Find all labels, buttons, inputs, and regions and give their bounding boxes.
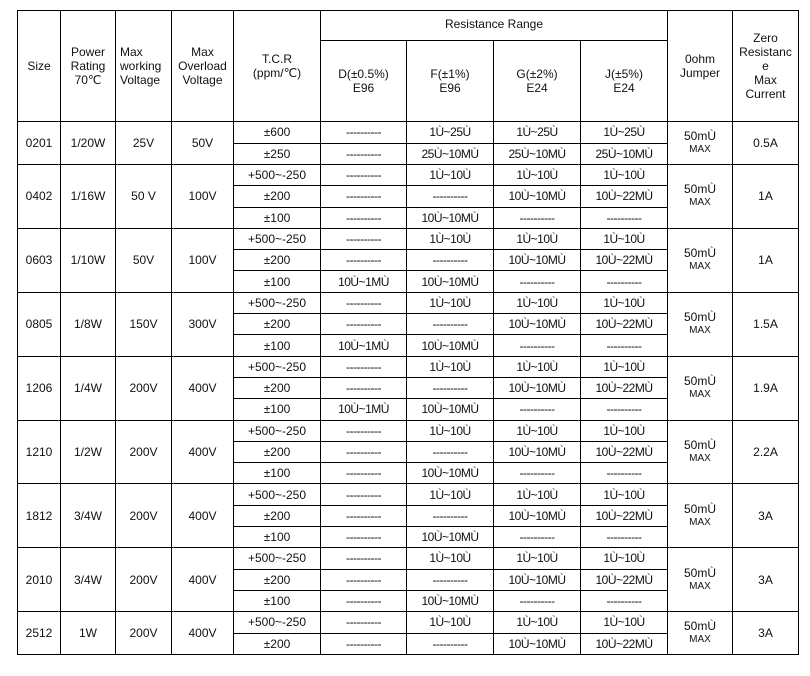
cell-range-d: ---------- bbox=[321, 633, 407, 655]
header-line: T.C.R bbox=[262, 52, 292, 66]
cell-range-d: ---------- bbox=[321, 569, 407, 590]
cell-range-j: 10Ù~22MÙ bbox=[581, 569, 668, 590]
cell-range-d: ---------- bbox=[321, 122, 407, 144]
cell-power-rating: 1/4W bbox=[61, 356, 116, 420]
cell-tcr: ±200 bbox=[234, 633, 321, 655]
cell-range-j: 25Ù~10MÙ bbox=[581, 143, 668, 165]
cell-range-g: 10Ù~10MÙ bbox=[494, 505, 581, 526]
jumper-value: 50mÙ bbox=[683, 182, 716, 197]
jumper-max-label: MAX bbox=[689, 197, 711, 209]
cell-range-g: ---------- bbox=[494, 271, 581, 292]
cell-range-g: ---------- bbox=[494, 463, 581, 484]
cell-range-f: 10Ù~10MÙ bbox=[407, 335, 494, 356]
header-line: Rating bbox=[70, 59, 106, 73]
cell-range-d: ---------- bbox=[321, 186, 407, 207]
cell-size: 0805 bbox=[18, 292, 61, 356]
cell-range-f: ---------- bbox=[407, 569, 494, 590]
cell-range-g: 1Ù~10Ù bbox=[494, 228, 581, 249]
table-row bbox=[18, 228, 799, 249]
cell-range-g: ---------- bbox=[494, 527, 581, 548]
header-0ohm-jumper bbox=[668, 11, 733, 122]
cell-size: 0603 bbox=[18, 228, 61, 292]
cell-range-f: ---------- bbox=[407, 441, 494, 462]
cell-zero-current: 2.2A bbox=[733, 420, 799, 484]
cell-range-d: ---------- bbox=[321, 484, 407, 505]
header-power-rating bbox=[61, 11, 116, 122]
cell-range-g: 10Ù~10MÙ bbox=[494, 186, 581, 207]
header-zero-resistance-current bbox=[733, 11, 799, 122]
cell-range-f: 1Ù~25Ù bbox=[407, 122, 494, 144]
header-tcr bbox=[234, 11, 321, 122]
cell-range-j: 10Ù~22MÙ bbox=[581, 441, 668, 462]
cell-range-f: ---------- bbox=[407, 377, 494, 398]
cell-max-overload-voltage: 50V bbox=[172, 122, 234, 165]
cell-range-j: 1Ù~10Ù bbox=[581, 292, 668, 313]
cell-max-working-voltage: 150V bbox=[116, 292, 172, 356]
cell-size: 0402 bbox=[18, 165, 61, 229]
cell-range-d: ---------- bbox=[321, 165, 407, 186]
jumper-max-label: MAX bbox=[689, 144, 711, 155]
header-line: Max bbox=[754, 73, 777, 87]
cell-range-d: ---------- bbox=[321, 505, 407, 526]
cell-max-overload-voltage: 400V bbox=[172, 548, 234, 612]
cell-range-d: ---------- bbox=[321, 314, 407, 335]
cell-range-f: 1Ù~10Ù bbox=[407, 484, 494, 505]
jumper-value: 50mÙ bbox=[683, 129, 716, 143]
cell-zero-current: 1A bbox=[733, 165, 799, 229]
cell-range-f: ---------- bbox=[407, 314, 494, 335]
resistor-spec-table bbox=[17, 10, 799, 655]
cell-range-j: ---------- bbox=[581, 590, 668, 611]
cell-range-d: 10Ù~1MÙ bbox=[321, 399, 407, 420]
cell-range-g: 1Ù~10Ù bbox=[494, 165, 581, 186]
cell-range-g: 10Ù~10MÙ bbox=[494, 250, 581, 271]
cell-range-j: 1Ù~10Ù bbox=[581, 228, 668, 249]
cell-max-working-voltage: 200V bbox=[116, 356, 172, 420]
cell-max-overload-voltage: 400V bbox=[172, 612, 234, 655]
cell-size: 2010 bbox=[18, 548, 61, 612]
cell-range-j: 10Ù~22MÙ bbox=[581, 377, 668, 398]
cell-range-d: ---------- bbox=[321, 548, 407, 569]
header-line: Resistanc bbox=[739, 45, 792, 59]
cell-tcr: ±200 bbox=[234, 377, 321, 398]
header-line: working bbox=[120, 59, 162, 73]
cell-range-f: 10Ù~10MÙ bbox=[407, 463, 494, 484]
cell-range-g: 1Ù~25Ù bbox=[494, 122, 581, 144]
cell-range-f: ---------- bbox=[407, 186, 494, 207]
cell-range-j: ---------- bbox=[581, 271, 668, 292]
header-line: Max bbox=[120, 45, 143, 59]
cell-tcr: ±100 bbox=[234, 527, 321, 548]
header-line: Voltage bbox=[182, 73, 223, 87]
cell-tcr: +500~-250 bbox=[234, 228, 321, 249]
jumper-value: 50mÙ bbox=[683, 438, 716, 452]
cell-max-working-voltage: 200V bbox=[116, 612, 172, 655]
cell-max-working-voltage: 50V bbox=[116, 228, 172, 292]
header-line: Zero bbox=[753, 31, 778, 45]
cell-tcr: ±250 bbox=[234, 143, 321, 165]
cell-jumper bbox=[668, 484, 733, 548]
cell-range-g: ---------- bbox=[494, 399, 581, 420]
cell-jumper bbox=[668, 165, 733, 229]
cell-range-j: 10Ù~22MÙ bbox=[581, 250, 668, 271]
header-line: D(±0.5%) bbox=[338, 67, 389, 81]
cell-power-rating: 3/4W bbox=[61, 484, 116, 548]
cell-size: 1210 bbox=[18, 420, 61, 484]
cell-tcr: ±100 bbox=[234, 590, 321, 611]
cell-range-g: 10Ù~10MÙ bbox=[494, 377, 581, 398]
cell-zero-current: 3A bbox=[733, 548, 799, 612]
cell-range-j: 1Ù~10Ù bbox=[581, 356, 668, 377]
cell-tcr: ±200 bbox=[234, 250, 321, 271]
cell-max-overload-voltage: 100V bbox=[172, 228, 234, 292]
cell-tcr: ±100 bbox=[234, 399, 321, 420]
cell-size: 2512 bbox=[18, 612, 61, 655]
cell-range-d: ---------- bbox=[321, 356, 407, 377]
cell-range-d: 10Ù~1MÙ bbox=[321, 335, 407, 356]
table-row bbox=[18, 356, 799, 377]
jumper-max-label: MAX bbox=[689, 453, 711, 464]
cell-tcr: +500~-250 bbox=[234, 548, 321, 569]
table-row bbox=[18, 165, 799, 186]
table-header bbox=[18, 11, 799, 122]
cell-range-f: 10Ù~10MÙ bbox=[407, 271, 494, 292]
table-row bbox=[18, 292, 799, 313]
jumper-value: 50mÙ bbox=[683, 565, 716, 580]
header-size: Size bbox=[18, 11, 61, 122]
jumper-max-label: MAX bbox=[689, 634, 711, 646]
cell-range-d: ---------- bbox=[321, 612, 407, 634]
header-line: 70℃ bbox=[74, 73, 102, 87]
cell-tcr: +500~-250 bbox=[234, 612, 321, 634]
cell-range-d: ---------- bbox=[321, 377, 407, 398]
table-body bbox=[18, 122, 799, 655]
cell-power-rating: 1/2W bbox=[61, 420, 116, 484]
cell-range-g: 1Ù~10Ù bbox=[494, 420, 581, 441]
cell-range-g: ---------- bbox=[494, 590, 581, 611]
cell-power-rating: 1/8W bbox=[61, 292, 116, 356]
cell-range-d: ---------- bbox=[321, 527, 407, 548]
table-row bbox=[18, 484, 799, 505]
jumper-max-label: MAX bbox=[689, 516, 711, 528]
cell-range-g: 1Ù~10Ù bbox=[494, 484, 581, 505]
cell-range-j: ---------- bbox=[581, 463, 668, 484]
cell-range-j: ---------- bbox=[581, 207, 668, 228]
cell-zero-current: 3A bbox=[733, 612, 799, 655]
header-tolerance-f bbox=[407, 41, 494, 122]
cell-range-f: 10Ù~10MÙ bbox=[407, 399, 494, 420]
cell-range-j: 10Ù~22MÙ bbox=[581, 633, 668, 655]
cell-tcr: ±200 bbox=[234, 505, 321, 526]
cell-range-f: 10Ù~10MÙ bbox=[407, 527, 494, 548]
header-tolerance-g bbox=[494, 41, 581, 122]
jumper-max-label: MAX bbox=[689, 580, 711, 592]
cell-range-g: 1Ù~10Ù bbox=[494, 612, 581, 634]
cell-range-g: ---------- bbox=[494, 335, 581, 356]
cell-range-f: 1Ù~10Ù bbox=[407, 612, 494, 634]
cell-range-f: 1Ù~10Ù bbox=[407, 420, 494, 441]
cell-range-g: 1Ù~10Ù bbox=[494, 356, 581, 377]
header-line: E96 bbox=[352, 81, 375, 95]
cell-range-g: 10Ù~10MÙ bbox=[494, 569, 581, 590]
cell-range-g: 10Ù~10MÙ bbox=[494, 633, 581, 655]
cell-range-d: ---------- bbox=[321, 420, 407, 441]
cell-tcr: +500~-250 bbox=[234, 165, 321, 186]
cell-max-overload-voltage: 300V bbox=[172, 292, 234, 356]
cell-tcr: ±200 bbox=[234, 569, 321, 590]
cell-tcr: +500~-250 bbox=[234, 420, 321, 441]
cell-range-d: ---------- bbox=[321, 590, 407, 611]
cell-max-working-voltage: 25V bbox=[116, 122, 172, 165]
cell-size: 0201 bbox=[18, 122, 61, 165]
cell-tcr: ±200 bbox=[234, 314, 321, 335]
header-line: e bbox=[762, 59, 769, 73]
cell-range-f: 1Ù~10Ù bbox=[407, 228, 494, 249]
header-line: E24 bbox=[526, 81, 548, 95]
cell-max-overload-voltage: 100V bbox=[172, 165, 234, 229]
header-line: E24 bbox=[613, 81, 635, 95]
cell-range-g: 25Ù~10MÙ bbox=[494, 143, 581, 165]
cell-range-g: 10Ù~10MÙ bbox=[494, 441, 581, 462]
cell-zero-current: 1.9A bbox=[733, 356, 799, 420]
cell-range-f: 10Ù~10MÙ bbox=[407, 207, 494, 228]
cell-tcr: +500~-250 bbox=[234, 292, 321, 313]
cell-max-overload-voltage: 400V bbox=[172, 356, 234, 420]
cell-range-d: ---------- bbox=[321, 250, 407, 271]
jumper-value: 50mÙ bbox=[683, 374, 716, 389]
jumper-value: 50mÙ bbox=[683, 246, 716, 261]
cell-range-f: ---------- bbox=[407, 505, 494, 526]
table-row bbox=[18, 420, 799, 441]
cell-range-j: ---------- bbox=[581, 527, 668, 548]
cell-power-rating: 3/4W bbox=[61, 548, 116, 612]
cell-range-d: ---------- bbox=[321, 292, 407, 313]
cell-tcr: ±100 bbox=[234, 271, 321, 292]
cell-zero-current: 1A bbox=[733, 228, 799, 292]
jumper-value: 50mÙ bbox=[683, 310, 716, 325]
cell-range-f: 1Ù~10Ù bbox=[407, 548, 494, 569]
cell-size: 1206 bbox=[18, 356, 61, 420]
cell-range-j: 10Ù~22MÙ bbox=[581, 186, 668, 207]
cell-range-j: 1Ù~10Ù bbox=[581, 612, 668, 634]
cell-range-g: 10Ù~10MÙ bbox=[494, 314, 581, 335]
cell-tcr: ±100 bbox=[234, 335, 321, 356]
cell-range-j: 1Ù~10Ù bbox=[581, 165, 668, 186]
cell-range-f: 10Ù~10MÙ bbox=[407, 590, 494, 611]
cell-range-d: ---------- bbox=[321, 143, 407, 165]
table-row bbox=[18, 612, 799, 634]
cell-jumper bbox=[668, 356, 733, 420]
cell-range-f: ---------- bbox=[407, 633, 494, 655]
header-max-overload-voltage bbox=[172, 11, 234, 122]
jumper-value: 50mÙ bbox=[683, 501, 716, 516]
cell-tcr: ±100 bbox=[234, 463, 321, 484]
cell-max-overload-voltage: 400V bbox=[172, 420, 234, 484]
cell-zero-current: 1.5A bbox=[733, 292, 799, 356]
cell-range-g: 1Ù~10Ù bbox=[494, 292, 581, 313]
cell-jumper bbox=[668, 122, 733, 165]
cell-range-d: ---------- bbox=[321, 463, 407, 484]
cell-range-g: 1Ù~10Ù bbox=[494, 548, 581, 569]
cell-range-d: 10Ù~1MÙ bbox=[321, 271, 407, 292]
cell-range-g: ---------- bbox=[494, 207, 581, 228]
header-line: Current bbox=[745, 87, 786, 101]
cell-tcr: +500~-250 bbox=[234, 356, 321, 377]
header-line: Power bbox=[70, 45, 105, 59]
header-line: (ppm/℃) bbox=[252, 66, 302, 80]
cell-range-d: ---------- bbox=[321, 441, 407, 462]
cell-range-j: 1Ù~25Ù bbox=[581, 122, 668, 144]
cell-zero-current: 0.5A bbox=[733, 122, 799, 165]
cell-range-j: 1Ù~10Ù bbox=[581, 484, 668, 505]
table-row bbox=[18, 122, 799, 144]
cell-power-rating: 1/10W bbox=[61, 228, 116, 292]
header-line: Max bbox=[191, 45, 214, 59]
header-line: E96 bbox=[439, 81, 461, 95]
table-row bbox=[18, 548, 799, 569]
cell-range-j: 1Ù~10Ù bbox=[581, 420, 668, 441]
cell-zero-current: 3A bbox=[733, 484, 799, 548]
header-line: J(±5%) bbox=[605, 67, 643, 81]
cell-range-j: ---------- bbox=[581, 399, 668, 420]
cell-max-working-voltage: 50 V bbox=[116, 165, 172, 229]
cell-jumper bbox=[668, 612, 733, 655]
jumper-value: 50mÙ bbox=[683, 619, 716, 634]
header-line: Voltage bbox=[120, 73, 161, 87]
cell-range-d: ---------- bbox=[321, 207, 407, 228]
jumper-max-label: MAX bbox=[689, 389, 711, 401]
header-tolerance-j bbox=[581, 41, 668, 122]
cell-range-j: 1Ù~10Ù bbox=[581, 548, 668, 569]
cell-range-f: 1Ù~10Ù bbox=[407, 165, 494, 186]
cell-power-rating: 1W bbox=[61, 612, 116, 655]
cell-power-rating: 1/20W bbox=[61, 122, 116, 165]
cell-tcr: ±100 bbox=[234, 207, 321, 228]
cell-tcr: ±600 bbox=[234, 122, 321, 144]
cell-range-f: 1Ù~10Ù bbox=[407, 292, 494, 313]
cell-tcr: +500~-250 bbox=[234, 484, 321, 505]
cell-size: 1812 bbox=[18, 484, 61, 548]
cell-range-f: ---------- bbox=[407, 250, 494, 271]
cell-range-f: 1Ù~10Ù bbox=[407, 356, 494, 377]
cell-jumper bbox=[668, 228, 733, 292]
cell-range-d: ---------- bbox=[321, 228, 407, 249]
header-line: F(±1%) bbox=[430, 67, 470, 81]
cell-jumper bbox=[668, 548, 733, 612]
cell-tcr: ±200 bbox=[234, 441, 321, 462]
cell-max-overload-voltage: 400V bbox=[172, 484, 234, 548]
header-line: G(±2%) bbox=[516, 67, 558, 81]
cell-power-rating: 1/16W bbox=[61, 165, 116, 229]
jumper-max-label: MAX bbox=[689, 261, 711, 273]
cell-max-working-voltage: 200V bbox=[116, 484, 172, 548]
cell-max-working-voltage: 200V bbox=[116, 420, 172, 484]
jumper-max-label: MAX bbox=[689, 325, 711, 337]
header-line: Overload bbox=[178, 59, 227, 73]
cell-range-j: 10Ù~22MÙ bbox=[581, 505, 668, 526]
cell-max-working-voltage: 200V bbox=[116, 548, 172, 612]
cell-jumper bbox=[668, 420, 733, 484]
header-tolerance-d bbox=[321, 41, 407, 122]
cell-range-j: 10Ù~22MÙ bbox=[581, 314, 668, 335]
header-max-working-voltage bbox=[116, 11, 172, 122]
header-line: Jumper bbox=[679, 66, 720, 80]
cell-range-f: 25Ù~10MÙ bbox=[407, 143, 494, 165]
cell-range-j: ---------- bbox=[581, 335, 668, 356]
header-line: 0ohm bbox=[684, 52, 716, 66]
cell-tcr: ±200 bbox=[234, 186, 321, 207]
cell-jumper bbox=[668, 292, 733, 356]
header-resistance-range: Resistance Range bbox=[321, 11, 668, 41]
